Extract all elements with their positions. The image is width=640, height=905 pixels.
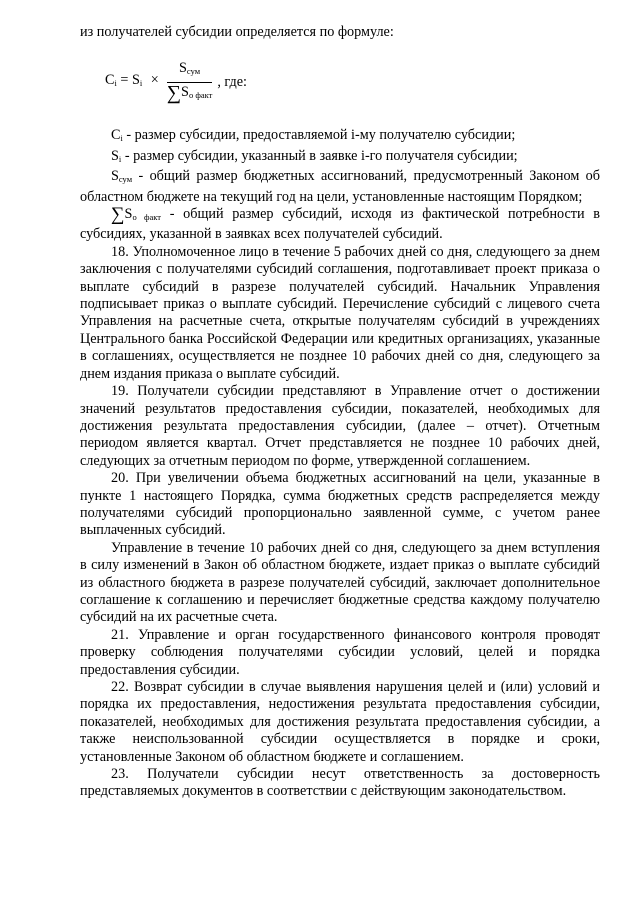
paragraph-23: 23. Получатели субсидии несут ответственность за достоверность представляемых документов в соответствии с действующим законодательством. — [80, 766, 600, 800]
sigma-symbol: ∑ — [166, 82, 182, 105]
formula-definitions — [80, 127, 600, 243]
definition-ci: $C_i$ - размер субсидии, предоставляемой i-му получателю субсидии; — [111, 127, 516, 144]
paragraph-18: 18. Уполномоченное лицо в течение 5 рабочих дней со дня, следующего за днем заключения с получателями субсидий соглашения, подготавливает проект приказа о выплате субсидий в разрезе получателей субсидий. Начальник Управления подписывает приказ о выплате субсидий. Перечисление субсидий с лицевого счета Управления на расчетные счета, открытые получателям субсидий в учреждениях Центрального банка Российской Федерации или кредитных организациях, указанные в соглашениях, осуществляется не позднее 10 рабочих дней со дня, следующего за днем издания приказа о выплате субсидий. — [80, 243, 600, 382]
sigma-symbol-inline: ∑ — [111, 204, 125, 226]
formula-tail: , где: — [217, 73, 247, 90]
paragraph-22: 22. Возврат субсидии в случае выявления нарушения целей и (или) условий и порядка их предоставления, недостижения результата предоставления субсидии, показателей, необходимых для достижения результата предоставления субсидии, а также неиспользованной субсидии осуществляется в порядке и сроки, установленные Законом об областном бюджете и соглашением. — [80, 679, 600, 765]
paragraph-19: 19. Получатели субсидии представляют в Управление отчет о достижении значений результатов предоставления субсидии, показателей, необходимых для достижения результата предоставления субсидии, (далее – отчет). Отчетным периодом является квартал. Отчет представляется не позднее 10 рабочих дней, следующих за отчетным периодом по форме, утвержденной соглашением. — [80, 383, 600, 469]
definition-si: $S_i$ - размер субсидии, указанный в заявке i-го получателя субсидии; — [111, 147, 518, 164]
subsidy-formula — [105, 55, 600, 109]
intro-text: из получателей субсидии определяется по формуле: — [80, 24, 394, 40]
formula-fraction — [167, 60, 213, 105]
definition-sum-fact: $\sum S_{о факт}$ - общий размер субсидий, исходя из фактической потребности в субсидиях, указанной в заявках всех получателей субсидий. — [80, 204, 600, 243]
paragraph-20-continued: Управление в течение 10 рабочих дней со дня, следующего за днем вступления в силу изменений в Закон об областном бюджете, издает приказ о выплате субсидий из областного бюджета в разрезе получателей субсидий, заключает дополнительное соглашение к соглашению и перечисляет бюджетные средства каждому получателю субсидий на их расчетные счета. — [80, 539, 600, 626]
paragraph-21: 21. Управление и орган государственного финансового контроля проводят проверку соблюдения получателями субсидии условий, целей и порядка предоставления субсидии. — [80, 626, 600, 678]
formula-lhs: $C_i = S_i$ × — [105, 72, 159, 89]
fraction-numerator: $S_{сум}$ — [179, 60, 201, 76]
fraction-denominator: $\sum S_{о факт}$ — [166, 82, 213, 105]
definition-ssum: $S_{сум}$ - общий размер бюджетных ассигнований, предусмотренный Законом об областном бюджете на текущий год на цели, установленные настоящим Порядком; — [80, 168, 600, 205]
paragraph-20: 20. При увеличении объема бюджетных ассигнований на цели, указанные в пункте 1 настоящего Порядка, сумма бюджетных средств распределяется между получателями субсидий пропорционально заявленной сумме, с учетом ранее выплаченных субсидий. — [80, 470, 600, 539]
